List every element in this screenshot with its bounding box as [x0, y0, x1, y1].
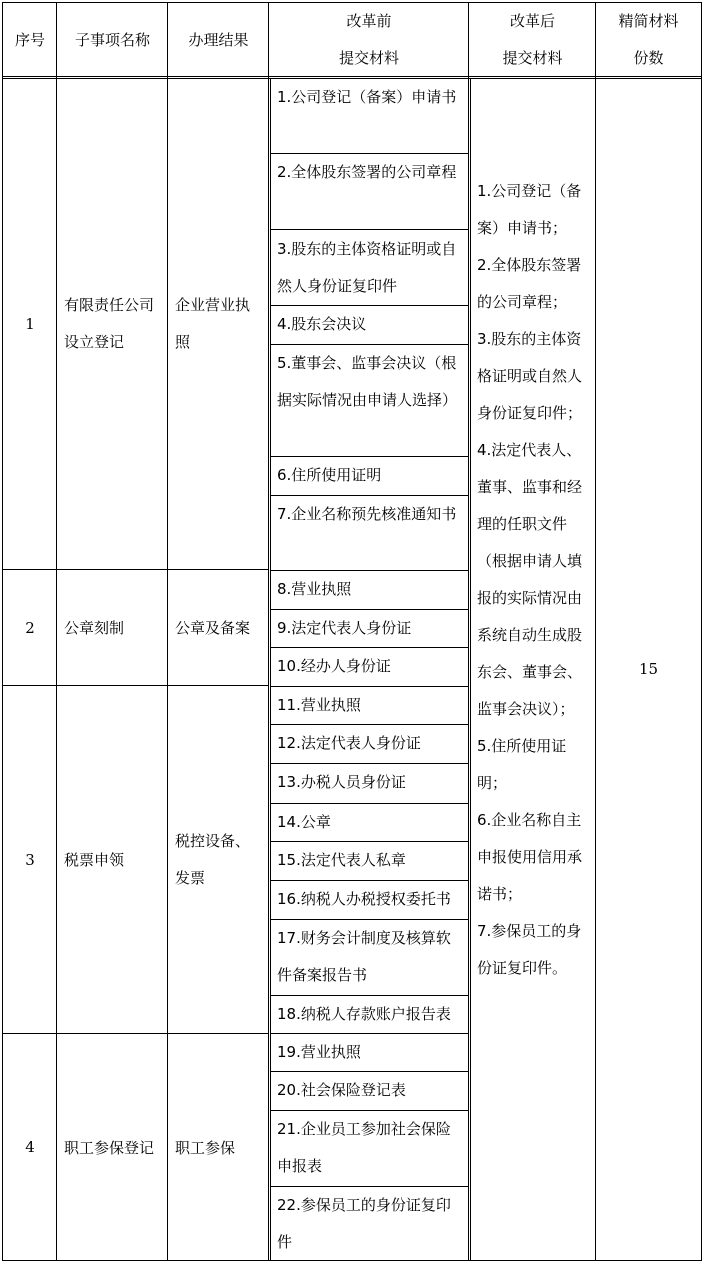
header-after-line2: 提交材料	[502, 49, 563, 67]
grid-line	[56, 3, 57, 1260]
grid-line	[3, 76, 701, 77]
row-result	[168, 570, 269, 685]
grid-line	[270, 78, 271, 1260]
after-material: 7.参保员工的身份证复印件。	[477, 922, 582, 977]
grid-line	[470, 78, 471, 1260]
grid-line	[270, 344, 469, 345]
after-material: 4.法定代表人、董事、监事和经理的任职文件（根据申请人填报的实际情况由系统自动生成股东会、董事会、监事会决议）；	[477, 441, 583, 718]
grid-line	[3, 78, 701, 79]
row-seq: 3	[25, 850, 35, 869]
row-item-text: 公章刻制	[64, 619, 125, 637]
before-material: 5.董事会、监事会决议（根据实际情况由申请人选择）	[277, 354, 458, 409]
header-before-line1: 改革前	[346, 12, 392, 30]
header-after-line1: 改革后	[509, 12, 555, 30]
grid-line	[270, 1186, 469, 1187]
header-result: 办理结果	[188, 30, 249, 49]
header-reduced-line2: 份数	[633, 49, 664, 67]
row-item	[57, 686, 168, 1033]
grid-line	[595, 3, 596, 1260]
before-material: 15.法定代表人私章	[277, 851, 406, 869]
header-seq: 序号	[14, 30, 45, 49]
before-material: 9.法定代表人身份证	[277, 619, 412, 637]
grid-line	[270, 763, 469, 764]
before-material: 13.办税人员身份证	[277, 773, 406, 791]
before-material: 17.财务会计制度及核算软件备案报告书	[277, 929, 451, 984]
before-material: 16.纳税人办税授权委托书	[277, 890, 451, 908]
row-item	[57, 570, 168, 685]
header-after	[469, 3, 596, 77]
grid-line	[270, 495, 469, 496]
after-material: 6.企业名称自主申报使用信用承诺书；	[477, 811, 583, 903]
after-material: 1.公司登记（备案）申请书；	[477, 182, 582, 237]
grid-line	[268, 3, 269, 1260]
row-item-text: 职工参保登记	[64, 1138, 155, 1157]
before-material: 6.住所使用证明	[277, 466, 382, 484]
grid-line	[270, 841, 469, 842]
row-result-text: 公章及备案	[175, 619, 251, 637]
grid-line	[270, 609, 469, 610]
after-material: 5.住所使用证明；	[477, 737, 567, 792]
before-material: 19.营业执照	[277, 1043, 361, 1061]
before-material: 2.全体股东签署的公司章程	[277, 163, 457, 181]
row-result	[168, 78, 269, 569]
grid-line	[270, 1033, 469, 1034]
row-result	[168, 1034, 269, 1260]
before-material: 4.股东会决议	[277, 315, 367, 333]
row-result	[168, 686, 269, 1033]
row-item-text: 有限责任公司设立登记	[64, 295, 155, 351]
before-material: 12.法定代表人身份证	[277, 734, 421, 752]
grid-line	[270, 880, 469, 881]
after-material: 2.全体股东签署的公司章程；	[477, 256, 582, 311]
before-material: 10.经办人身份证	[277, 657, 391, 675]
row-seq: 2	[25, 618, 35, 637]
before-material: 8.营业执照	[277, 580, 352, 598]
grid-line	[270, 570, 469, 571]
after-materials	[470, 173, 596, 1103]
row-result-text: 职工参保	[175, 1138, 236, 1157]
header-before	[269, 3, 469, 77]
grid-line	[270, 456, 469, 457]
grid-line	[270, 1110, 469, 1111]
grid-line	[270, 153, 469, 154]
after-material: 3.股东的主体资格证明或自然人身份证复印件；	[477, 330, 583, 422]
row-item	[57, 1034, 168, 1260]
before-material: 1.公司登记（备案）申请书	[277, 88, 457, 106]
grid-line	[167, 3, 168, 1260]
grid-line	[270, 803, 469, 804]
before-material: 21.企业员工参加社会保险申报表	[277, 1120, 451, 1175]
header-reduced	[596, 3, 701, 77]
row-result-text: 企业营业执照	[175, 295, 251, 351]
materials-table	[2, 2, 702, 1261]
grid-line	[270, 647, 469, 648]
row-item	[57, 78, 168, 569]
grid-line	[270, 229, 469, 230]
grid-line	[270, 724, 469, 725]
reduced-count: 15	[638, 660, 659, 678]
grid-line	[3, 569, 269, 570]
header-item: 子事项名称	[74, 30, 150, 49]
before-material: 7.企业名称预先核准通知书	[277, 505, 457, 523]
row-item-text: 税票申领	[64, 851, 125, 869]
grid-line	[3, 685, 269, 686]
header-reduced-line1: 精简材料	[618, 12, 679, 30]
grid-line	[270, 305, 469, 306]
row-seq: 1	[25, 314, 35, 333]
before-material: 3.股东的主体资格证明或自然人身份证复印件	[277, 240, 457, 295]
before-material: 11.营业执照	[277, 696, 361, 714]
grid-line	[270, 995, 469, 996]
before-material: 14.公章	[277, 813, 331, 831]
before-material: 20.社会保险登记表	[277, 1081, 406, 1099]
grid-line	[270, 919, 469, 920]
grid-line	[270, 686, 469, 687]
header-before-line2: 提交材料	[338, 49, 399, 67]
before-material: 22.参保员工的身份证复印件	[277, 1196, 451, 1251]
grid-line	[3, 1033, 269, 1034]
row-result-text: 税控设备、发票	[175, 831, 251, 887]
row-seq: 4	[25, 1138, 35, 1156]
grid-line	[270, 1071, 469, 1072]
before-material: 18.纳税人存款账户报告表	[277, 1005, 451, 1023]
